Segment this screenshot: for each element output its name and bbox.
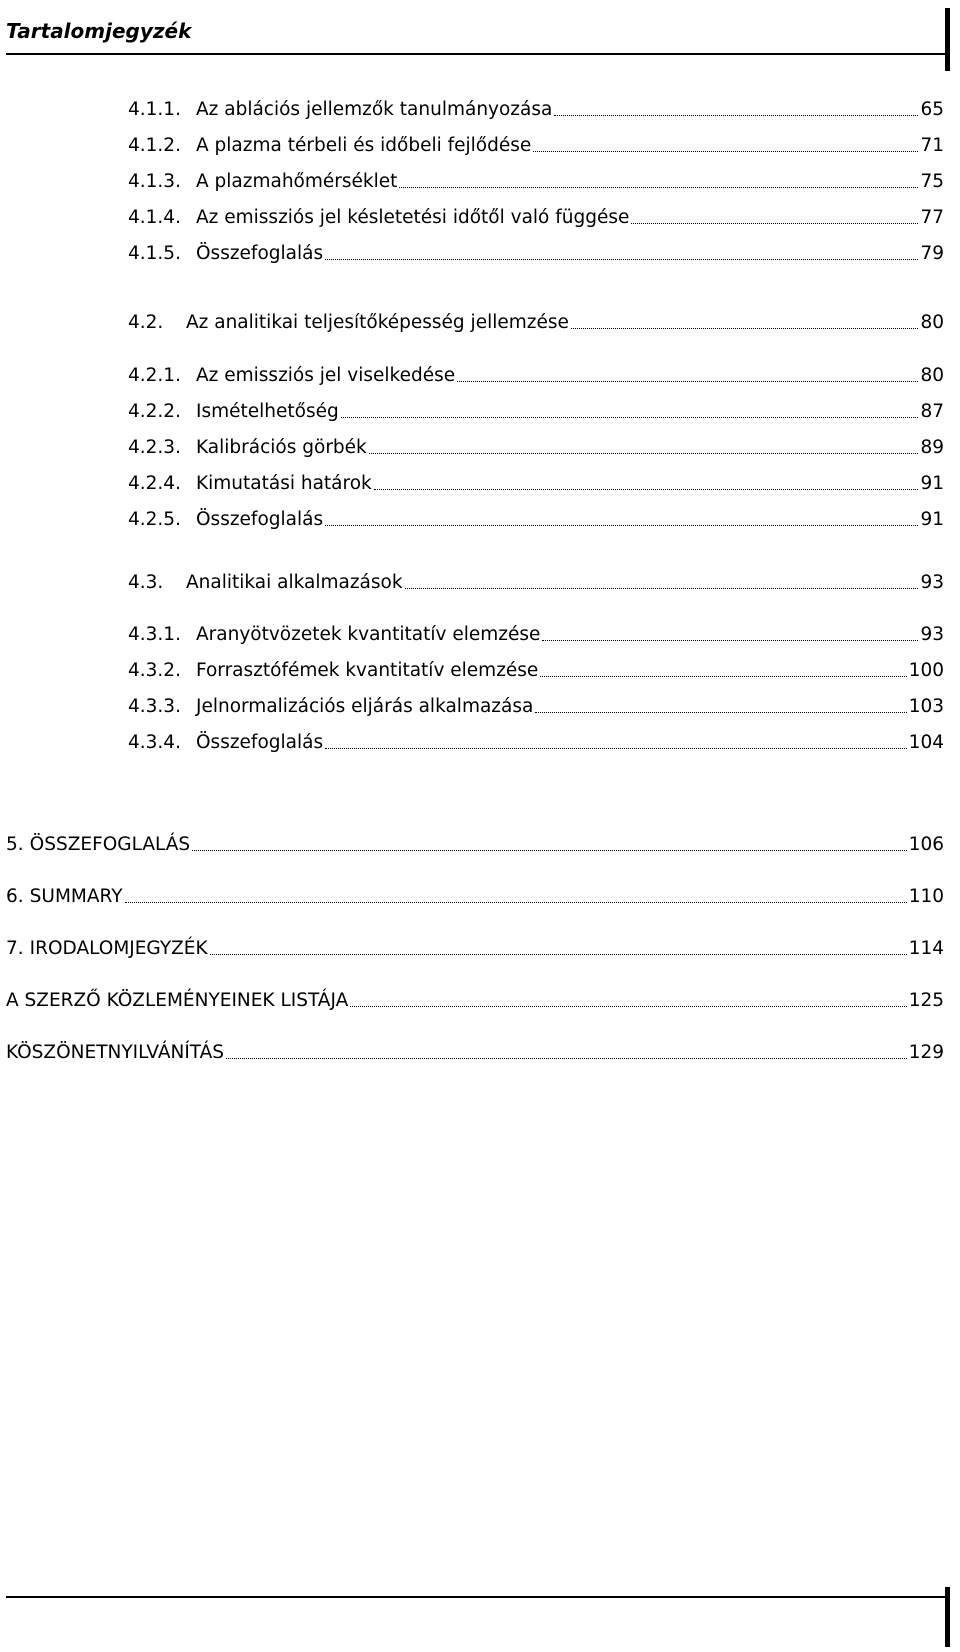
toc-page-number: 75 xyxy=(920,171,944,192)
toc-entry-4-2-2[interactable] xyxy=(128,400,944,424)
toc-leader xyxy=(554,114,918,116)
toc-leader xyxy=(374,488,919,490)
toc-leader xyxy=(540,675,906,677)
toc-page-number: 91 xyxy=(920,509,944,530)
toc-entry-4-3-3[interactable] xyxy=(128,695,944,719)
toc-page-number: 106 xyxy=(908,834,944,855)
toc-number: 4.1.4. xyxy=(128,207,181,228)
toc-number: 5. xyxy=(6,834,24,855)
toc-entry-4-3-2[interactable] xyxy=(128,659,944,683)
footer-rule xyxy=(6,1596,950,1598)
toc-leader xyxy=(571,327,919,329)
toc-title: Összefoglalás xyxy=(196,243,324,264)
toc-title: Összefoglalás xyxy=(196,732,324,753)
header-margin-bar xyxy=(945,8,950,71)
header-rule xyxy=(6,53,950,55)
toc-page-number: 93 xyxy=(920,572,944,593)
toc-title: Analitikai alkalmazások xyxy=(186,572,403,593)
toc-title: Az analitikai teljesítőképesség jellemzése xyxy=(186,312,569,333)
toc-number: 4.1.1. xyxy=(128,99,181,120)
toc-title: Az emissziós jel késletetési időtől való függése xyxy=(196,207,630,228)
toc-number: 4.3.1. xyxy=(128,624,181,645)
toc-title: ÖSSZEFOGLALÁS xyxy=(29,834,191,855)
toc-title: A plazmahőmérséklet xyxy=(196,171,398,192)
toc-leader xyxy=(542,639,918,641)
toc-page-number: 80 xyxy=(920,312,944,333)
toc-number: 4.2.3. xyxy=(128,437,181,458)
toc-page-number: 104 xyxy=(908,732,944,753)
toc-page-number: 80 xyxy=(920,365,944,386)
toc-leader xyxy=(457,380,918,382)
toc-number: 6. xyxy=(6,886,24,907)
toc-page-number: 103 xyxy=(908,696,944,717)
toc-page-number: 89 xyxy=(920,437,944,458)
toc-number: 4.1.5. xyxy=(128,243,181,264)
toc-entry-4-1-4[interactable] xyxy=(128,206,944,230)
toc-title: Kalibrációs görbék xyxy=(196,437,367,458)
toc-leader xyxy=(226,1057,907,1059)
toc-number: 4.3.2. xyxy=(128,660,181,681)
toc-entry-4-3-1[interactable] xyxy=(128,623,944,647)
toc-entry-4-2-1[interactable] xyxy=(128,364,944,388)
toc-leader xyxy=(405,587,919,589)
toc-leader xyxy=(192,849,907,851)
toc-title: Aranyötvözetek kvantitatív elemzése xyxy=(196,624,541,645)
toc-entry-4-2-5[interactable] xyxy=(128,508,944,532)
toc-page-number: 87 xyxy=(920,401,944,422)
toc-page-number: 100 xyxy=(908,660,944,681)
toc-entry-4-2-3[interactable] xyxy=(128,436,944,460)
toc-page-number: 91 xyxy=(920,473,944,494)
toc-leader xyxy=(350,1005,906,1007)
toc-title: IRODALOMJEGYZÉK xyxy=(29,938,208,959)
toc-entry-4-3[interactable] xyxy=(128,571,944,595)
toc-page-number: 65 xyxy=(920,99,944,120)
toc-leader xyxy=(341,416,919,418)
toc-page-number: 79 xyxy=(920,243,944,264)
toc-title: A plazma térbeli és időbeli fejlődése xyxy=(196,135,532,156)
toc-title: Kimutatási határok xyxy=(196,473,372,494)
footer-margin-bar xyxy=(945,1587,950,1647)
toc-title: A SZERZŐ KÖZLEMÉNYEINEK LISTÁJA xyxy=(6,990,349,1011)
toc-page-number: 129 xyxy=(908,1042,944,1063)
toc-title: SUMMARY xyxy=(29,886,123,907)
toc-leader xyxy=(535,711,906,713)
toc-entry-4-2[interactable] xyxy=(128,311,944,335)
toc-entry-4-1-3[interactable] xyxy=(128,170,944,194)
toc-leader xyxy=(399,186,918,188)
toc-number: 4.2.1. xyxy=(128,365,181,386)
toc-number: 4.1.2. xyxy=(128,135,181,156)
toc-page-number: 110 xyxy=(908,886,944,907)
toc-page-number: 93 xyxy=(920,624,944,645)
toc-entry-4-1-2[interactable] xyxy=(128,134,944,158)
toc-entry-5[interactable] xyxy=(6,833,944,857)
page-title: Tartalomjegyzék xyxy=(6,19,192,43)
toc-page-number: 71 xyxy=(920,135,944,156)
toc-entry-4-1-1[interactable] xyxy=(128,98,944,122)
toc-entry-6[interactable] xyxy=(6,885,944,909)
toc-entry-acknowledgements[interactable] xyxy=(6,1041,944,1065)
toc-number: 7. xyxy=(6,938,24,959)
toc-title: Jelnormalizációs eljárás alkalmazása xyxy=(196,696,534,717)
toc-number: 4.3.3. xyxy=(128,696,181,717)
toc-leader xyxy=(631,222,918,224)
toc-leader xyxy=(125,901,907,903)
toc-title: Összefoglalás xyxy=(196,509,324,530)
toc-title: KÖSZÖNETNYILVÁNÍTÁS xyxy=(6,1042,225,1063)
toc-title: Az emissziós jel viselkedése xyxy=(196,365,456,386)
toc-page-number: 77 xyxy=(920,207,944,228)
toc-number: 4.3. xyxy=(128,572,164,593)
toc-number: 4.3.4. xyxy=(128,732,181,753)
toc-leader xyxy=(369,452,919,454)
toc-leader xyxy=(325,524,918,526)
toc-leader xyxy=(533,150,918,152)
toc-leader xyxy=(210,953,907,955)
toc-entry-7[interactable] xyxy=(6,937,944,961)
toc-entry-4-3-4[interactable] xyxy=(128,731,944,755)
toc-title: Az ablációs jellemzők tanulmányozása xyxy=(196,99,553,120)
toc-entry-publications[interactable] xyxy=(6,989,944,1013)
toc-number: 4.2. xyxy=(128,312,164,333)
toc-leader xyxy=(325,747,907,749)
toc-entry-4-1-5[interactable] xyxy=(128,242,944,266)
toc-title: Ismételhetőség xyxy=(196,401,339,422)
toc-entry-4-2-4[interactable] xyxy=(128,472,944,496)
toc-leader xyxy=(325,258,918,260)
toc-page-number: 125 xyxy=(908,990,944,1011)
toc-number: 4.1.3. xyxy=(128,171,181,192)
toc-number: 4.2.4. xyxy=(128,473,181,494)
toc-number: 4.2.2. xyxy=(128,401,181,422)
toc-number: 4.2.5. xyxy=(128,509,181,530)
toc-page-number: 114 xyxy=(908,938,944,959)
toc-title: Forrasztófémek kvantitatív elemzése xyxy=(196,660,539,681)
